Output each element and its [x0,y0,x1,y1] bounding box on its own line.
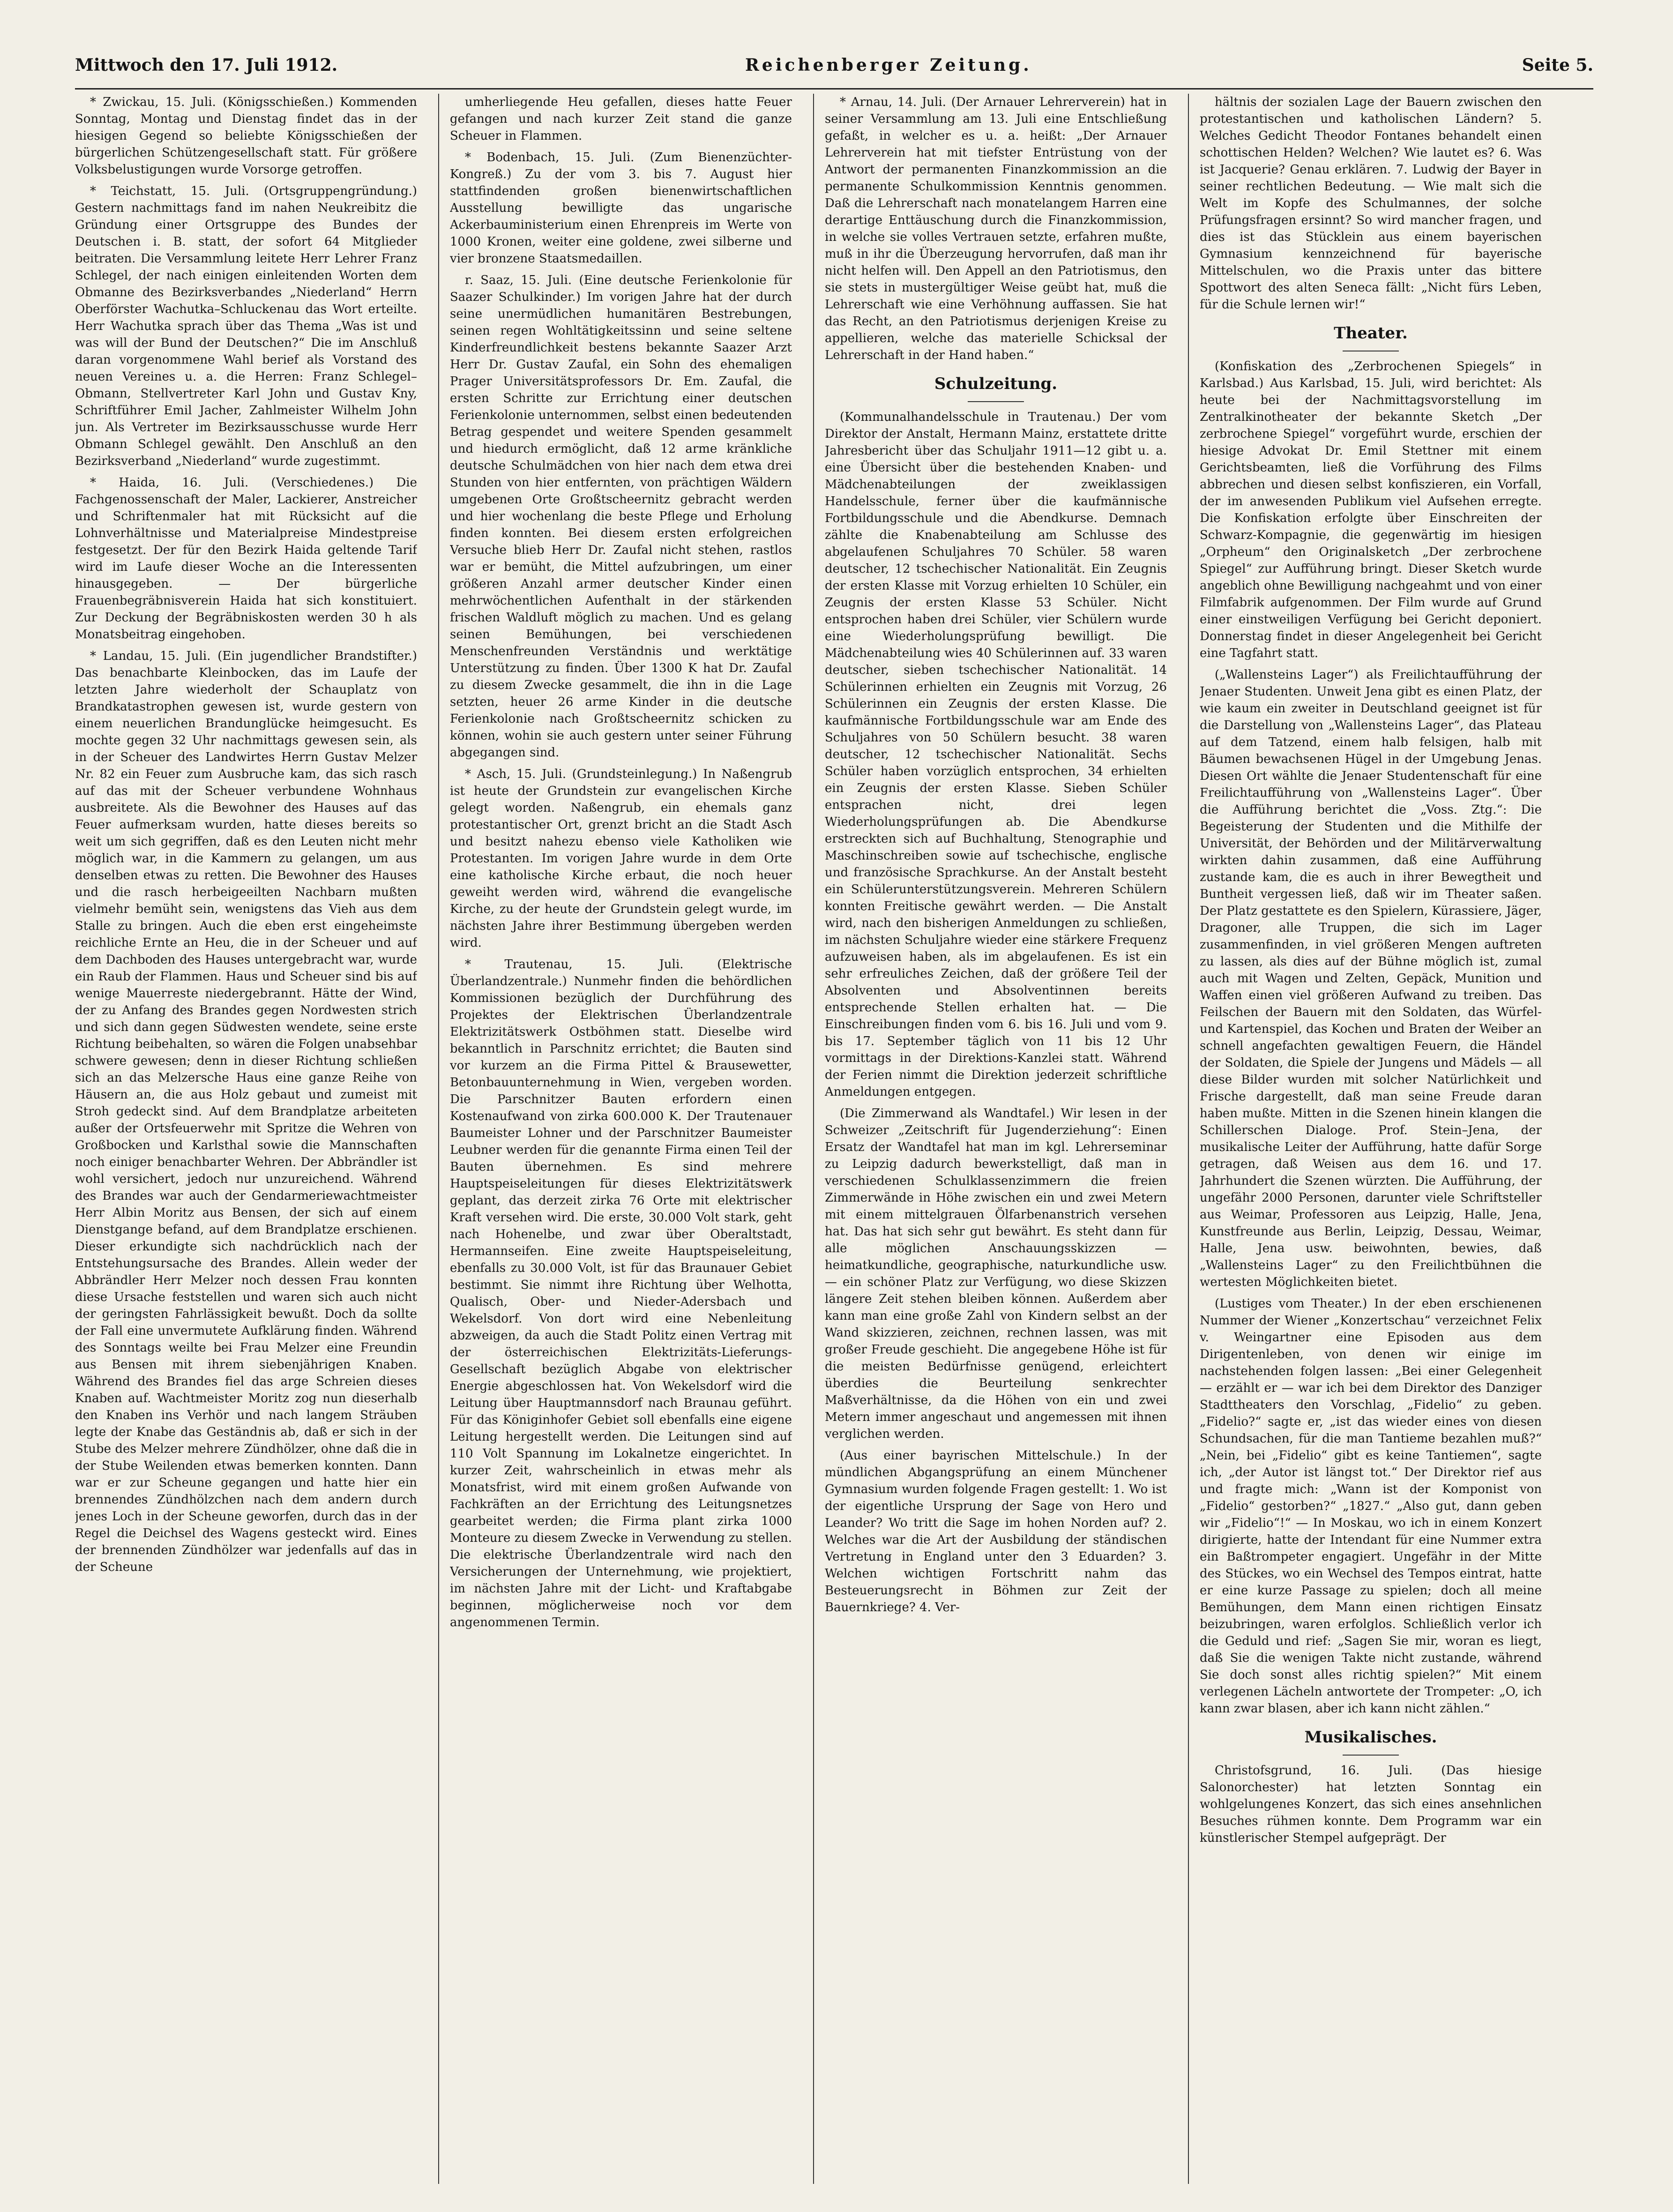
section-heading-theater: Theater. [1334,324,1408,343]
article-paragraph: (Lustiges vom Theater.) In der eben erschienenen Nummer der Wiener „Konzertschau“ verzeichnet Felix v. Weingartner eine Episoden aus dem Dirigentenleben, von denen wir einige im nachstehenden folgen lassen: „Bei einer Gelegenheit — erzählt er — war ich bei dem Direktor des Danziger Stadttheaters den Vorschlag, „Fidelio“ zu geben. „Fidelio?“ sagte er, „ist das wieder eines von diesen Schundsachen, für die man Tantieme bezahlen muß?“ „Nein, bei „Fidelio“ gibt es keine Tantiemen“, sagte ich, „der Autor ist längst tot.“ Der Direktor rief aus und fragte mich: „Wann ist der Komponist von „Fidelio“ gestorben?“ „1827.“ „Also gut, dann geben wir „Fidelio“!“ — In Moskau, wo ich in einem Konzert dirigierte, hatte der Intendant für eine Nummer extra ein Baßtrompeter engagiert. Ungefähr in der Mitte des Stückes, wo ein Wechsel des Tempos eintrat, hatte er eine kurze Passage zu spielen; doch all meine Bemühungen, dem Mann einen richtigen Einsatz beizubringen, waren erfolglos. Schließlich verlor ich die Geduld und rief: „Sagen Sie mir, woran es liegt, daß Sie die wenigen Takte nicht zustande, während Sie doch sonst alles richtig spielen?“ Mit einem verlegenen Lächeln antwortete der Trompeter: „O, ich kann zwar blasen, aber ich kann nicht zählen.“ [1200,1297,1542,1716]
column-1 [75,94,417,2193]
column-rule [813,94,814,2184]
article-paragraph: * Arnau, 14. Juli. (Der Arnauer Lehrerverein) hat in seiner Versammlung am 13. Juli eine Entschließung gefaßt, in welcher es u. a. heißt: „Der Arnauer Lehrerverein hat mit tiefster Entrüstung von der Antwort der permanenten Finanzkommission an die permanente Schulkommission Kenntnis genommen. Daß die Lehrerschaft nach monatelangem Harren eine derartige Enttäuschung durch die Finanzkommission, in welche sie volles Vertrauen setzte, erfahren mußte, muß in ihr die Überzeugung hervorrufen, daß man ihr nicht helfen will. Den Appell an den Patriotismus, den sie stets in mustergültiger Weise geübt hat, muß die Lehrerschaft wie eine Verhöhnung auffassen. Sie hat das Recht, an den Patriotismus derjenigen Kreise zu appellieren, welche das materielle Schicksal der Lehrerschaft in der Hand haben.“ [825,95,1167,362]
section-heading-musikalisches: Musikalisches. [1304,1728,1437,1747]
article-paragraph: (Aus einer bayrischen Mittelschule.) In der mündlichen Abgangsprüfung an einem Münchener Gymnasium wurden folgende Fragen gestellt: 1. Wo ist der eigentliche Ursprung der Sage von Hero und Leander? Wo tritt die Sage im hohen Norden auf? 2. Welches war die Art der Ausbildung der ständischen Vertretung in England unter den 3 Eduarden? 3. Welchen wichtigen Fortschritt nahm das Besteuerungsrecht in Böhmen zur Zeit der Bauernkriege? 4. Ver- [825,1449,1167,1614]
newspaper-title: Reichenberger Zeitung. [745,55,1032,75]
issue-date: Mittwoch den 17. Juli 1912. [75,55,338,75]
header-rule [75,88,1593,90]
article-paragraph: („Wallensteins Lager“) als Freilichtaufführung der Jenaer Studenten. Unweit Jena gibt es einen Platz, der wie kaum ein zweiter in Deutschland geeignet ist für die Darstellung von „Wallensteins Lager“, das Plateau auf dem Tatzend, einem halb felsigen, halb mit Bäumen bewachsenen Hügel in der Umgebung Jenas. Diesen Ort wählte die Jenaer Studentenschaft für eine Freilichtaufführung von „Wallensteins Lager“. Über die Aufführung berichtet die „Voss. Ztg.“: Die Begeisterung der Studenten und die Mithilfe der Universität, der Behörden und der Militärverwaltung wirkten dahin zusammen, daß eine Aufführung zustande kam, die es auch in ihrer Bewegtheit und Buntheit vergessen ließ, daß wir im Theater saßen. Der Platz gestattete es den Spielern, Kürassiere, Jäger, Dragoner, alle Truppen, die sich im Lager zusammenfinden, in viel größeren Mengen auftreten zu lassen, als dies auf der Bühne möglich ist, zumal auch mit Wagen und Zelten, Gepäck, Munition und Waffen einen viel größeren Aufwand zu treiben. Das Feilschen der Bauern mit den Soldaten, das Würfel- und Kartenspiel, das Kochen und Braten der Weiber an schnell angefachten gewaltigen Feuern, die Händel der Soldaten, die Spiele der Jungens und Mädels — all diese Bilder wurden mit solcher Natürlichkeit und Frische dargestellt, daß man seine Freude daran haben mußte. Mitten in die Szenen hinein klangen die Schillerschen Dialoge. Prof. Stein–Jena, der musikalische Leiter der Aufführung, hatte dafür Sorge getragen, daß Weisen aus dem 16. und 17. Jahrhundert die Szenen würzten. Die Aufführung, der ungefähr 2000 Personen, darunter viele Schriftsteller aus Weimar, Professoren aus Leipzig, Halle, Jena, Kunstfreunde aus Berlin, Leipzig, Dessau, Weimar, Halle, Jena usw. beiwohnten, bewies, daß „Wallensteins Lager“ zu den Freilichtbühnen die wertesten Möglichkeiten bietet. [1200,668,1542,1289]
article-paragraph: r. Saaz, 15. Juli. (Eine deutsche Ferienkolonie für Saazer Schulkinder.) Im vorigen Jahre hat der durch seine unermüdlichen humanitären Bestrebungen, seinen regen Wohltätigkeitssinn und seine seltene Kinderfreundlichkeit bestens bekannte Saazer Arzt Herr Dr. Gustav Zaufal, ein Sohn des ehemaligen Prager Universitätsprofessors Dr. Em. Zaufal, die ersten Schritte zur Errichtung einer deutschen Ferienkolonie unternommen, selbst einen bedeutenden Betrag gespendet und weitere Spenden gesammelt und hiedurch ermöglicht, daß 12 arme kränkliche deutsche Schulmädchen von hier nach dem etwa drei Stunden von hier entfernten, von prächtigen Wäldern umgebenen Orte Großtscheernitz gebracht werden und hier wochenlang die beste Pflege und Erholung finden konnten. Bei diesem ersten erfolgreichen Versuche blieb Herr Dr. Zaufal nicht stehen, rastlos war er bemüht, die Mittel aufzubringen, um einer größeren Anzahl armer deutscher Kinder einen mehrwöchentlichen Aufenthalt in der stärkenden frischen Waldluft möglich zu machen. Und es gelang seinen Bemühungen, bei verschiedenen Menschenfreunden Verständnis und werktätige Unterstützung zu finden. Über 1300 K hat Dr. Zaufal zu diesem Zwecke gesammelt, die ihn in die Lage setzten, heuer 26 arme Kinder in die deutsche Ferienkolonie nach Großtscheernitz schicken zu können, wohin sie auch gestern unter seiner Führung abgegangen sind. [450,273,792,760]
section-rule [1343,1755,1399,1756]
article-paragraph: * Haida, 16. Juli. (Verschiedenes.) Die Fachgenossenschaft der Maler, Lackierer, Anstreicher und Schriftenmaler hat mit Rücksicht auf die Lohnverhältnisse und Materialpreise Mindestpreise festgesetzt. Der für den Bezirk Haida geltende Tarif wird im Laufe dieser Woche an die Interessenten hinausgegeben. — Der bürgerliche Frauenbegräbnisverein Haida hat sich konstituiert. Zur Deckung der Begräbniskosten werden 30 h als Monatsbeitrag eingehoben. [75,476,417,642]
article-paragraph: * Teichstatt, 15. Juli. (Ortsgruppengründung.) Gestern nachmittags fand im nahen Neukreibitz die Gründung einer Ortsgruppe des Bundes der Deutschen i. B. statt, der sofort 64 Mitglieder beitraten. Die Versammlung leitete Herr Lehrer Franz Schlegel, der nach einigen einleitenden Worten dem Obmanne des Bezirksverbandes „Niederland“ Herrn Oberförster Wachutka–Schluckenau das Wort erteilte. Herr Wachutka sprach über das Thema „Was ist und was will der Bund der Deutschen?“ Die im Anschluß daran vorgenommene Wahl berief als Vorstand des neuen Vereines u. a. die Herren: Franz Schlegel–Obmann, Stellvertreter Karl John und Gustav Kny, Schriftführer Emil Jacher, Zahlmeister Wilhelm John jun. Als Vertreter im Bezirksausschusse wurde Herr Obmann Schlegel gewählt. Den Anschluß an den Bezirksverband „Niederland“ wurde zugestimmt. [75,184,417,468]
column-2 [450,94,792,2193]
article-paragraph: * Asch, 15. Juli. (Grundsteinlegung.) In Naßengrub ist heute der Grundstein zur evangelischen Kirche gelegt worden. Naßengrub, ein ehemals ganz protestantischer Ort, grenzt bricht an die Stadt Asch und besitzt nahezu ebenso viele Katholiken wie Protestanten. Im vorigen Jahre wurde in dem Orte eine katholische Kirche erbaut, die noch heuer geweiht werden wird, während die evangelische Kirche, zu der heute der Grundstein gelegt wurde, im nächsten Jahre ihrer Bestimmung übergeben werden wird. [450,767,792,950]
article-paragraph: (Konfiskation des „Zerbrochenen Spiegels“ in Karlsbad.) Aus Karlsbad, 15. Juli, wird berichtet: Als heute bei der Nachmittagsvorstellung im Zentralkinotheater der bekannte Sketch „Der zerbrochene Spiegel“ vorgeführt wurde, erschien der hiesige Advokat Dr. Emil Stettner mit einem Gerichtsbeamten, ließ die Vorführung des Films abbrechen und diesen selbst konfiszieren, ein Vorfall, der im anwesenden Publikum viel Aufsehen erregte. Die Konfiskation erfolgte über Einschreiten der Schwarz-Kompagnie, die gegenwärtig im hiesigen „Orpheum“ den Originalsketch „Der zerbrochene Spiegel“ zur Aufführung bringt. Dieser Sketch wurde angeblich ohne Bewilligung nachgeahmt und von einer Filmfabrik aufgenommen. Der Film wurde auf Grund einer einstweiligen Verfügung bei Gericht deponiert. Donnerstag findet in dieser Angelegenheit bei Gericht eine Tagfahrt statt. [1200,359,1542,660]
column-4 [1200,94,1542,2193]
section-rule [968,401,1024,402]
section-heading-schulzeitung: Schulzeitung. [934,374,1058,393]
article-paragraph: (Die Zimmerwand als Wandtafel.) Wir lesen in der Schweizer „Zeitschrift für Jugenderziehung“: Einen Ersatz der Wandtafel hat man im kgl. Lehrerseminar zu Leipzig dadurch bewerkstelligt, daß man in verschiedenen Schulklassenzimmern die freien Zimmerwände in Höhe zwischen ein und zwei Metern mit einem mittelgrauen Ölfarbenanstrich versehen hat. Das hat sich sehr gut bewährt. Es steht dann für alle möglichen Anschauungsskizzen — heimatkundliche, geographische, naturkundliche usw. — ein schöner Platz zur Verfügung, wo diese Skizzen längere Zeit stehen bleiben können. Außerdem aber kann man eine große Zahl von Kindern selbst an der Wand skizzieren, zeichnen, rechnen lassen, was mit großer Freude geschieht. Die angegebene Höhe ist für die meisten Bedürfnisse genügend, erleichtert überdies die Beurteilung senkrechter Maßverhältnisse, da die Höhen von ein und zwei Metern immer angeschaut und angemessen mit ihnen verglichen werden. [825,1106,1167,1441]
page-number: Seite 5. [1522,55,1593,75]
article-paragraph: * Landau, 15. Juli. (Ein jugendlicher Brandstifter.) Das benachbarte Kleinbocken, das im Laufe der letzten Jahre wiederholt der Schauplatz von Brandkatastrophen gewesen ist, wurde gestern von einem neuerlichen Brandunglücke heimgesucht. Es mochte gegen 32 Uhr nachmittags gewesen sein, als in der Scheuer des Landwirtes Herrn Gustav Melzer Nr. 82 ein Feuer zum Ausbruche kam, das sich rasch auf das mit der Scheuer verbundene Wohnhaus ausbreitete. Als die Bewohner des Hauses auf das Feuer aufmerksam wurden, hatte dieses bereits so weit um sich gegriffen, daß es den Leuten nicht mehr möglich war, in die Kammern zu gelangen, um aus denselben etwas zu retten. Die Bewohner des Hauses und die rasch herbeigeeilten Nachbarn mußten vielmehr bemüht sein, wenigstens das Vieh aus dem Stalle zu bringen. Auch die eben erst eingeheimste reichliche Ernte an Heu, die in der Scheuer und auf dem Dachboden des Hauses untergebracht war, wurde ein Raub der Flammen. Haus und Scheuer sind bis auf wenige Mauerreste niedergebrannt. Hätte der Wind, der zu Anfang des Brandes gegen Nordwesten strich und sich dann gegen Südwesten wendete, seine erste Richtung beibehalten, so wären die Folgen unabsehbar schwere gewesen; denn in dieser Richtung schließen sich an das Melzersche Haus eine ganze Reihe von Häusern an, die aus Holz gebaut und zumeist mit Stroh gedeckt sind. Auf dem Brandplatze arbeiteten außer der Ortsfeuerwehr mit Spritze die Wehren von Großbocken und Karlsthal sowie die Mannschaften noch einiger benachbarter Wehren. Der Abbrändler ist wohl versichert, jedoch nur unzureichend. Während des Brandes war auch der Gendarmeriewachtmeister Herr Albin Moritz aus Bensen, der sich auf einem Dienstgange befand, auf dem Brandplatze erschienen. Dieser erkundigte sich nachdrücklich nach der Entstehungsursache des Brandes. Allein weder der Abbrändler Herr Melzer noch dessen Frau konnten diese Ursache feststellen und waren sich auch nicht der geringsten Fahrlässigkeit bewußt. Doch da sollte der Fall eine unvermutete Aufklärung finden. Während des Sonntags weilte bei Frau Melzer eine Freundin aus Bensen mit ihrem siebenjährigen Knaben. Während des Brandes fiel das arge Schreien dieses Knaben auf. Wachtmeister Moritz zog nun dieserhalb den Knaben ins Verhör und nach langem Sträuben legte der Knabe das Geständnis ab, daß er sich in der Stube des Melzer mehrere Zündhölzer, ohne daß die in der Stube Weilenden etwas bemerken konnten. Dann war er zur Scheune gegangen und hatte hier ein brennendes Zündhölzchen nach dem andern durch jenes Loch in der Scheune geworfen, durch das in der Regel die Deichsel des Wagens gesteckt wird. Eines der brennenden Zündhölzer war jedenfalls auf das in der Scheune [75,649,417,1574]
column-3 [825,94,1167,2193]
masthead [75,55,1673,83]
article-paragraph: Christofsgrund, 16. Juli. (Das hiesige Salonorchester) hat letzten Sonntag ein wohlgelungenes Konzert, das sich eines ansehnlichen Besuches rühmen konnte. Dem Programm war ein künstlerischer Stempel aufgeprägt. Der [1200,1764,1542,1845]
column-rule [1188,94,1189,2184]
article-paragraph: * Bodenbach, 15. Juli. (Zum Bienenzüchter-Kongreß.) Zu der vom 3. bis 7. August hier stattfindenden großen bienenwirtschaftlichen Ausstellung bewilligte das ungarische Ackerbauministerium einen Ehrenpreis im Werte von 1000 Kronen, weiter eine goldene, zwei silberne und vier bronzene Staatsmedaillen. [450,150,792,266]
article-paragraph: hältnis der sozialen Lage der Bauern zwischen den protestantischen und katholischen Ländern? 5. Welches Gedicht Theodor Fontanes behandelt einen schottischen Helden? Welchen? Wie lautet es? 6. Was ist Jacquerie? Genau erklären. 7. Ludwig der Bayer in seiner rechtlichen Bedeutung. — Wie malt sich die Welt im Kopfe des Schulmannes, der solche Prüfungsfragen ersinnt? So wird mancher fragen, und dies ist das Stücklein aus einem bayerischen Gymnasium kennzeichnend für bayerische Mittelschulen, wo die Praxis unter das bittere Spottwort des alten Seneca fällt: „Nicht fürs Leben, für die Schule lernen wir!“ [1200,95,1542,312]
article-paragraph: * Zwickau, 15. Juli. (Königsschießen.) Kommenden Sonntag, Montag und Dienstag findet das in der hiesigen Gegend so beliebte Königsschießen der bürgerlichen Schützengesellschaft statt. Für größere Volksbelustigungen wurde Vorsorge getroffen. [75,95,417,177]
column-rule [438,94,439,2184]
article-paragraph: (Kommunalhandelsschule in Trautenau.) Der vom Direktor der Anstalt, Hermann Mainz, erstattete dritte Jahresbericht über das Schuljahr 1911—12 gibt u. a. eine Übersicht über die bestehenden Knaben- und Mädchenabteilungen der zweiklassigen Handelsschule, ferner über die kaufmännische Fortbildungsschule und die Abendkurse. Demnach zählte die Knabenabteilung am Schlusse des abgelaufenen Schuljahres 70 Schüler. 58 waren deutscher, 12 tschechischer Nationalität. Ein Zeugnis der ersten Klasse mit Vorzug erhielten 10 Schüler, ein Zeugnis der ersten Klasse 53 Schüler. Nicht entsprochen haben drei Schüler, vier Schülern wurde eine Wiederholungsprüfung bewilligt. Die Mädchenabteilung wies 40 Schülerinnen auf. 33 waren deutscher, sieben tschechischer Nationalität. 14 Schülerinnen erhielten ein Zeugnis mit Vorzug, 26 Schülerinnen ein Zeugnis der ersten Klasse. Die kaufmännische Fortbildungsschule war am Ende des Schuljahres von 50 Schülern besucht. 38 waren deutscher, 12 tschechischer Nationalität. Sechs Schüler haben vorzüglich entsprochen, 34 erhielten ein Zeugnis der ersten Klasse. Sieben Schüler entsprachen nicht, drei legen Wiederholungsprüfungen ab. Die Abendkurse erstreckten sich auf Buchhaltung, Stenographie und Maschinschreiben sowie auf tschechische, englische und französische Sprachkurse. An der Anstalt besteht ein Schülerunterstützungsverein. Mehreren Schülern konnten Freitische gewährt werden. — Die Anstalt wird, nach den bisherigen Anmeldungen zu schließen, im nächsten Schuljahre wieder eine stärkere Frequenz aufzuweisen haben, als im abgelaufenen. Es ist ein sehr erfreuliches Zeichen, daß der größere Teil der Absolventen und Absolventinnen bereits entsprechende Stellen erhalten hat. — Die Einschreibungen finden vom 6. bis 16. Juli und vom 9. bis 17. September täglich von 11 bis 12 Uhr vormittags in der Direktions-Kanzlei statt. Während der Ferien nimmt die Direktion jederzeit schriftliche Anmeldungen entgegen. [825,410,1167,1099]
article-paragraph: umherliegende Heu gefallen, dieses hatte Feuer gefangen und nach kurzer Zeit stand die ganze Scheuer in Flammen. [450,95,792,143]
article-paragraph: * Trautenau, 15. Juli. (Elektrische Überlandzentrale.) Nunmehr finden die behördlichen Kommissionen bezüglich der Durchführung des Projektes der Elektrischen Überlandzentrale Elektrizitätswerk Ostböhmen statt. Dieselbe wird bekanntlich in Parschnitz errichtet; die Bauten sind vor kurzem an die Firma Pittel & Brausewetter, Betonbauunternehmung in Wien, vergeben worden. Die Parschnitzer Bauten erfordern einen Kostenaufwand von zirka 600.000 K. Der Trautenauer Baumeister Lohner und der Parschnitzer Baumeister Leubner werden für die genannte Firma einen Teil der Bauten übernehmen. Es sind mehrere Hauptspeiseleitungen für dieses Elektrizitätswerk geplant, das derzeit zirka 76 Orte mit elektrischer Kraft versehen wird. Die erste, 30.000 Volt stark, geht nach Hohenelbe, und zwar über Oberaltstadt, Hermannseifen. Eine zweite Hauptspeiseleitung, ebenfalls zu 30.000 Volt, ist für das Braunauer Gebiet bestimmt. Sie nimmt ihre Richtung über Welhotta, Qualisch, Ober- und Nieder-Adersbach und Wekelsdorf. Von dort wird eine Nebenleitung abzweigen, da auch die Stadt Politz einen Vertrag mit der österreichischen Elektrizitäts-Lieferungs-Gesellschaft bezüglich Abgabe von elektrischer Energie abgeschlossen hat. Von Wekelsdorf wird die Leitung über Hauptmannsdorf nach Braunau geführt. Für das Königinhofer Gebiet soll ebenfalls eine eigene Leitung hergestellt werden. Die Leitungen sind auf 110 Volt Spannung im Lokalnetze eingerichtet. In kurzer Zeit, wahrscheinlich in etwas mehr als Monatsfrist, wird mit einem großen Aufwande von Fachkräften an der Errichtung des Leitungsnetzes gearbeitet werden; die Firma plant zirka 1000 Monteure zu diesem Zwecke in Verwendung zu stellen. Die elektrische Überlandzentrale wird nach den Versicherungen der Unternehmung, wie projektiert, im nächsten Jahre mit der Licht- und Kraftabgabe beginnen, möglicherweise noch vor dem angenommenen Termin. [450,957,792,1629]
